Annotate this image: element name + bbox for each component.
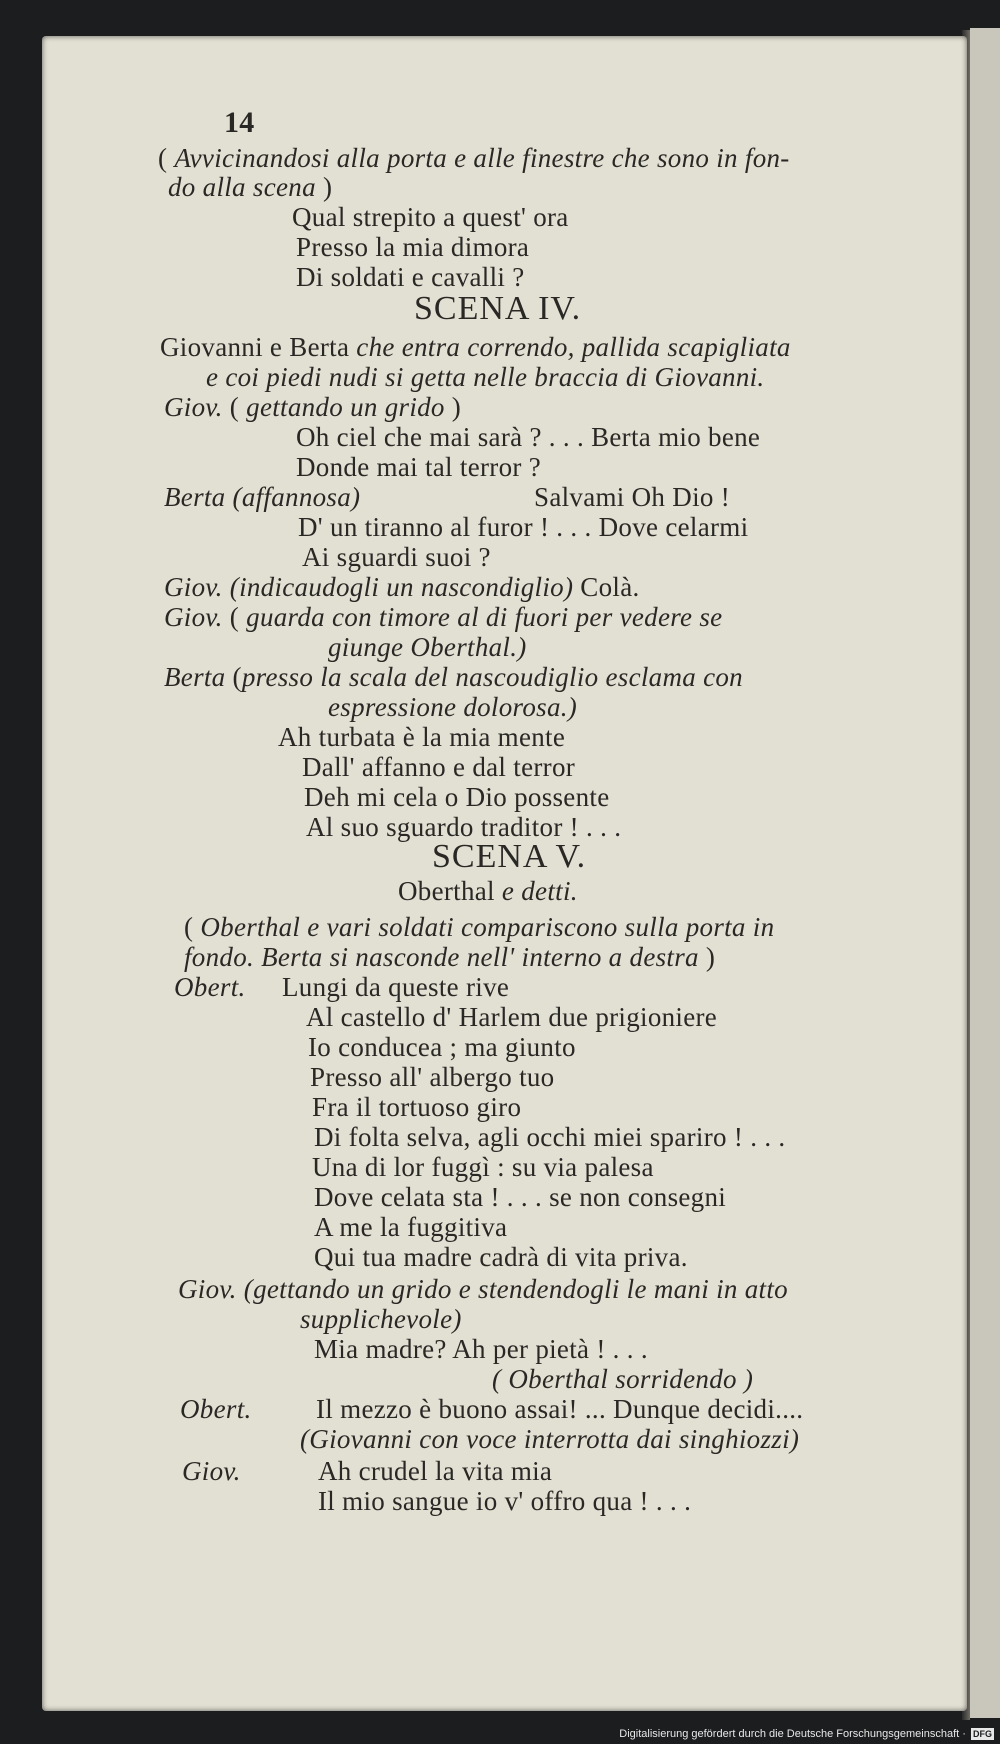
text-run: gettando un grido (246, 392, 445, 422)
text-line (312, 1092, 521, 1122)
text-run: espressione dolorosa.) (328, 692, 578, 722)
text-line (182, 1456, 241, 1486)
text-line (302, 542, 491, 572)
text-run: Colà. (573, 572, 640, 602)
text-run: Donde mai tal terror ? (296, 452, 541, 482)
footer-text: Digitalisierung gefördert durch die Deutsche Forschungsgemeinschaft · (619, 1728, 966, 1740)
text-run: Il mio sangue io v' offro qua ! . . . (318, 1486, 692, 1516)
text-line (278, 722, 565, 752)
text-line (296, 422, 760, 452)
text-run: Al castello d' Harlem due prigioniere (306, 1002, 718, 1032)
text-line (492, 1364, 753, 1394)
text-run: Al suo sguardo traditor ! . . . (306, 812, 622, 842)
text-run: Oh ciel che mai sarà ? . . . Berta mio bene (296, 422, 761, 452)
text-run: ( (158, 143, 175, 173)
text-line (292, 202, 569, 232)
text-run: ) (315, 172, 333, 202)
text-line (296, 262, 525, 292)
text-line (164, 602, 722, 632)
text-run: Presso all' albergo tuo (310, 1062, 555, 1092)
text-run: guarda con timore al di fuori per vedere se (246, 602, 723, 632)
text-run: Una di lor fuggì : su via palesa (312, 1152, 654, 1182)
text-line (318, 1486, 691, 1516)
text-run: Obert. (174, 972, 246, 1002)
page-number: 14 (224, 106, 255, 139)
footer-credit (600, 1724, 1000, 1744)
text-run: Mia madre? Ah per pietà ! . . . (314, 1334, 648, 1364)
text-line (164, 572, 640, 602)
text-line (298, 512, 748, 542)
text-run: Qual strepito a quest' ora (292, 202, 569, 232)
text-line (310, 1062, 554, 1092)
text-line (206, 362, 765, 392)
text-run: ( Oberthal sorridendo ) (492, 1364, 754, 1394)
text-line (304, 782, 609, 812)
text-line (296, 452, 541, 482)
text-run: presso la scala del nascoudiglio esclama con (241, 662, 743, 692)
text-line (164, 482, 360, 512)
text-run: Di folta selva, agli occhi miei spariro ! . . . (314, 1122, 786, 1152)
text-run: Fra il tortuoso giro (312, 1092, 522, 1122)
text-run: Di soldati e cavalli ? (296, 262, 525, 292)
text-line (300, 1424, 799, 1454)
text-run: Ah crudel la vita mia (318, 1456, 553, 1486)
text-run: Ai sguardi suoi ? (302, 542, 491, 572)
text-line (318, 1456, 552, 1486)
text-run: Io conducea ; ma giunto (308, 1032, 576, 1062)
text-run: Giov. (164, 392, 223, 422)
text-run: Giov. (gettando un grido e stendendogli le mani in atto (178, 1274, 788, 1304)
text-line (316, 1394, 803, 1424)
text-run: Avvicinandosi alla porta e alle finestre che sono in fon- (174, 143, 790, 173)
scene-heading (414, 290, 582, 327)
text-run: ) (444, 392, 462, 422)
text-run: Dall' affanno e dal terror (302, 752, 576, 782)
text-line (174, 972, 246, 1002)
text-run: ( (184, 912, 201, 942)
text-line (328, 692, 577, 722)
text-line (302, 752, 575, 782)
text-run: Presso la mia dimora (296, 232, 530, 262)
text-run: ( (222, 392, 247, 422)
scene-heading (432, 838, 587, 875)
text-line (534, 482, 730, 512)
text-line (282, 972, 509, 1002)
text-run: e coi piedi nudi si getta nelle braccia di Giovanni. (206, 362, 765, 392)
dfg-logo: DFG (973, 1729, 992, 1740)
text-line (314, 1182, 726, 1212)
text-line (168, 172, 332, 202)
text-run: ) (698, 942, 716, 972)
text-run: Berta (affannosa) (164, 482, 361, 512)
text-line (328, 632, 527, 662)
text-line (308, 1032, 576, 1062)
text-run: SCENA IV. (414, 290, 582, 327)
text-run: Giov. (164, 602, 223, 632)
text-run: Giov. (indicaudogli un nascondiglio) (164, 572, 574, 602)
text-run: ( (222, 602, 247, 632)
text-line (300, 1304, 462, 1334)
text-run: Salvami Oh Dio ! (534, 482, 731, 512)
text-run: Lungi da queste rive (282, 972, 510, 1002)
text-run: Oberthal e vari soldati compariscono sulla porta in (200, 912, 775, 942)
text-line (314, 1242, 688, 1272)
text-run: D' un tiranno al furor ! . . . Dove celarmi (298, 512, 749, 542)
text-line (178, 1274, 788, 1304)
text-line (164, 392, 461, 422)
text-run: Berta (164, 662, 226, 692)
text-line (314, 1334, 648, 1364)
text-line (164, 662, 743, 692)
text-run: do alla scena (168, 172, 316, 202)
text-line (184, 942, 715, 972)
text-line (160, 332, 791, 362)
text-line (180, 1394, 252, 1424)
adjacent-page-edge (970, 28, 1000, 1718)
text-run: che entra correndo, pallida scapigliata (356, 332, 791, 362)
text-line (314, 1212, 507, 1242)
text-run: fondo. Berta si nasconde nell' interno a destra (184, 942, 699, 972)
text-run: (Giovanni con voce interrotta dai singhiozzi) (300, 1424, 800, 1454)
text-run: Giovanni e Berta (160, 332, 357, 362)
text-run: giunge Oberthal.) (328, 632, 527, 662)
text-run: Obert. (180, 1394, 252, 1424)
text-run: Qui tua madre cadrà di vita priva. (314, 1242, 688, 1272)
text-run: Oberthal (398, 876, 502, 906)
text-run: supplichevole) (300, 1304, 462, 1334)
text-line (296, 232, 529, 262)
text-line (306, 1002, 717, 1032)
text-run: Ah turbata è la mia mente (278, 722, 566, 752)
text-line (398, 876, 578, 906)
text-run: Dove celata sta ! . . . se non consegni (314, 1182, 727, 1212)
text-run: Deh mi cela o Dio possente (304, 782, 610, 812)
text-line (158, 143, 790, 173)
book-page (42, 36, 967, 1711)
text-run: ( (225, 662, 242, 692)
text-line (312, 1152, 654, 1182)
text-run: A me la fuggitiva (314, 1212, 508, 1242)
text-run: Giov. (182, 1456, 241, 1486)
text-line (184, 912, 774, 942)
text-run: e detti. (501, 876, 578, 906)
text-run: SCENA V. (432, 838, 587, 875)
text-run: Il mezzo è buono assai! ... Dunque decidi.... (316, 1394, 804, 1424)
text-line (314, 1122, 785, 1152)
